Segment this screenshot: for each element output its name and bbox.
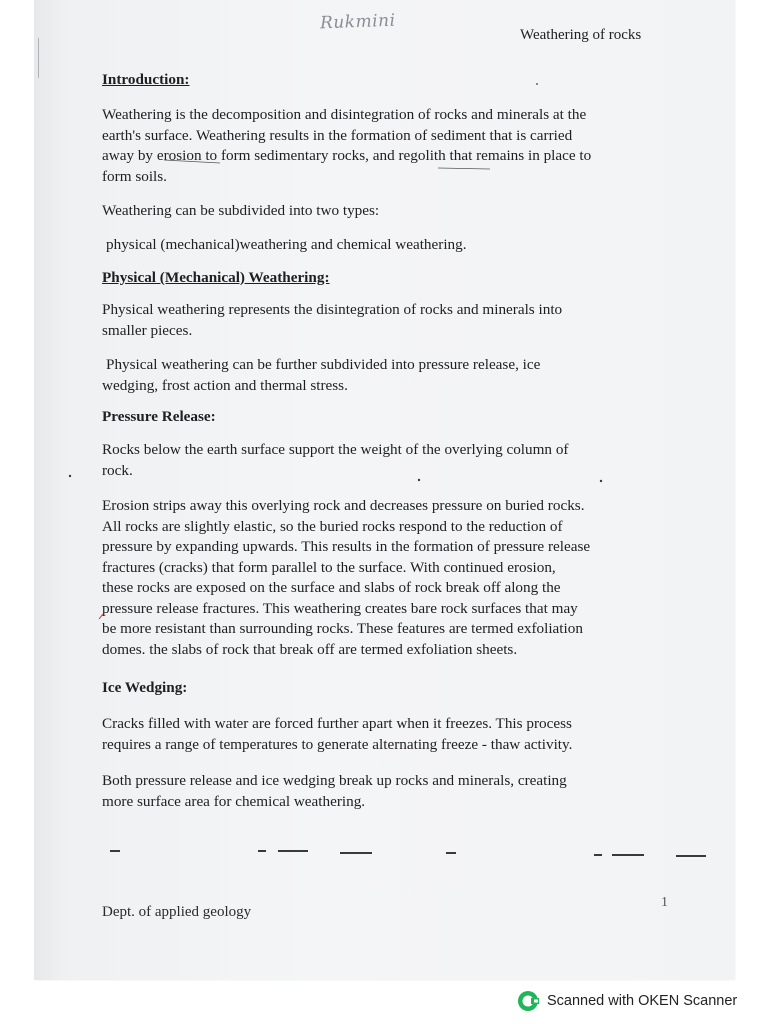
introduction-paragraph-3: physical (mechanical)weathering and chemical weathering. xyxy=(106,236,467,253)
handwritten-signature: Rukmini xyxy=(319,10,396,34)
physical-weathering-paragraph-2 xyxy=(102,355,676,396)
scanned-page xyxy=(34,0,734,980)
text-line: pressure release fractures. This weathering creates bare rock surfaces that may xyxy=(102,599,578,617)
text-line: away by erosion to form sedimentary rocks, and regolith that remains in place to xyxy=(102,147,592,164)
page-edge-shadow xyxy=(34,0,64,980)
oken-scanner-logo-icon xyxy=(517,990,539,1012)
text-line: smaller pieces. xyxy=(102,321,193,339)
text-line: these rocks are exposed on the surface and slabs of rock break off along the xyxy=(102,579,561,596)
introduction-paragraph-1 xyxy=(102,105,672,187)
footer-department: Dept. of applied geology xyxy=(102,904,252,920)
text-line: Physical weathering can be further subdivided into pressure release, ice xyxy=(106,356,541,373)
text-line: fractures (cracks) that form parallel to the surface. With continued erosion, xyxy=(102,558,556,576)
text-line: Cracks filled with water are forced further apart when it freezes. This process xyxy=(102,715,572,732)
physical-weathering-paragraph-1 xyxy=(102,300,672,341)
text-line: form soils. xyxy=(102,167,167,185)
text-line: Erosion strips away this overlying rock and decreases pressure on buried rocks. xyxy=(102,497,585,514)
text-line: more surface area for chemical weathering. xyxy=(102,792,366,810)
pressure-release-paragraph-2 xyxy=(102,496,672,660)
ice-wedging-paragraph-1 xyxy=(102,714,672,755)
text-line: be more resistant than surrounding rocks. These features are termed exfoliation xyxy=(102,620,583,637)
ice-wedging-heading: Ice Wedging: xyxy=(102,679,188,696)
physical-weathering-heading: Physical (Mechanical) Weathering: xyxy=(102,269,330,286)
text-line: pressure by expanding upwards. This results in the formation of pressure release xyxy=(102,538,591,555)
scanner-watermark xyxy=(517,990,737,1012)
text-line: domes. the slabs of rock that break off are termed exfoliation sheets. xyxy=(102,640,518,658)
page-number: 1 xyxy=(661,895,668,910)
text-line: Physical weathering represents the disintegration of rocks and minerals into xyxy=(102,301,563,318)
text-line: Weathering is the decomposition and disintegration of rocks and minerals at the xyxy=(102,106,587,123)
pressure-release-paragraph-1 xyxy=(102,440,672,481)
text-line: All rocks are slightly elastic, so the buried rocks respond to the reduction of xyxy=(102,517,563,535)
text-line: Rocks below the earth surface support the weight of the overlying column of xyxy=(102,441,569,458)
margin-pencil-mark xyxy=(38,38,45,78)
text-line: Both pressure release and ice wedging break up rocks and minerals, creating xyxy=(102,772,567,789)
ice-wedging-paragraph-2 xyxy=(102,771,672,812)
introduction-paragraph-2: Weathering can be subdivided into two types: xyxy=(102,202,380,219)
text-line: requires a range of temperatures to generate alternating freeze - thaw activity. xyxy=(102,735,573,753)
scanner-watermark-label: Scanned with OKEN Scanner xyxy=(547,993,738,1009)
page-header-title: Weathering of rocks xyxy=(520,27,642,43)
pressure-release-heading: Pressure Release: xyxy=(102,408,216,425)
introduction-heading: Introduction: xyxy=(102,71,190,88)
text-line: earth's surface. Weathering results in the formation of sediment that is carried xyxy=(102,126,573,144)
text-line: rock. xyxy=(102,461,133,479)
text-line: wedging, frost action and thermal stress. xyxy=(102,376,348,394)
